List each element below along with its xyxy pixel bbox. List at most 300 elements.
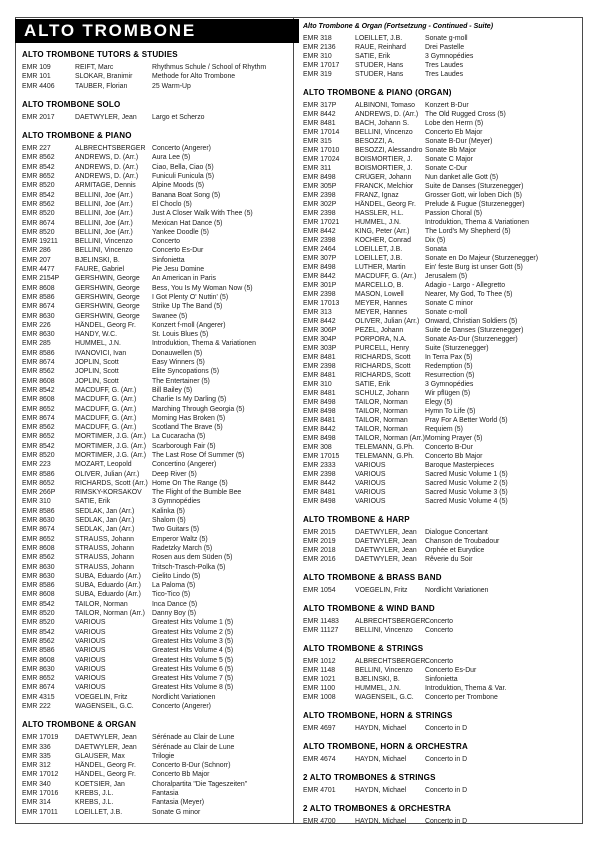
emr-number: EMR 2018 — [303, 547, 336, 554]
composer: RICHARDS, Scott — [355, 372, 411, 379]
emr-number: EMR 311 — [303, 165, 332, 172]
page-title-bar — [15, 19, 299, 43]
right-column — [303, 22, 579, 826]
composer: BELLINI, Vincenzo — [75, 247, 133, 255]
catalog-entry — [303, 128, 579, 137]
catalog-entry — [22, 761, 290, 770]
emr-number: EMR 8481 — [303, 417, 336, 424]
emr-number: EMR 313 — [303, 309, 332, 316]
composer: FAURE, Gabriel — [75, 266, 125, 274]
catalog-entry — [22, 228, 290, 237]
work-title: Tres Laudes — [425, 71, 464, 78]
emr-number: EMR 8652 — [22, 535, 55, 543]
emr-number: EMR 4406 — [22, 82, 55, 90]
catalog-entry — [22, 479, 290, 488]
composer: MOZART, Leopold — [75, 461, 132, 469]
section-header: 2 ALTO TROMBONES & ORCHESTRA — [303, 804, 452, 813]
composer: LOEILLET, J.B. — [355, 35, 403, 42]
composer: ARMITAGE, Dennis — [75, 182, 136, 190]
work-title: Dialogue Concertant — [425, 529, 488, 536]
emr-number: EMR 8630 — [22, 665, 55, 673]
composer: MACDUFF, G. (Arr.) — [75, 386, 137, 394]
work-title: Concerto (Angerer) — [152, 703, 211, 710]
emr-number: EMR 8542 — [22, 386, 55, 394]
work-title: Greatest Hits Volume 6 (5) — [152, 665, 234, 673]
entry-list — [303, 528, 579, 564]
composer: ANDREWS, D. (Arr.) — [355, 111, 419, 118]
work-title: Shalom (5) — [152, 517, 186, 525]
work-title: Kalinka (5) — [152, 507, 185, 515]
work-title: Hymn To Life (5) — [425, 408, 476, 415]
catalog-entry — [303, 528, 579, 537]
work-title: Sacred Music Volume 1 (5) — [425, 471, 508, 478]
emr-number: EMR 4674 — [303, 756, 336, 763]
composer: HAYDN, Michael — [355, 818, 407, 825]
composer: VARIOUS — [75, 647, 106, 655]
emr-number: EMR 2464 — [303, 246, 336, 253]
composer: BELLINI, Joe (Arr.) — [75, 191, 133, 199]
catalog-entry — [303, 488, 579, 497]
catalog-entry — [22, 656, 290, 665]
composer: HAYDN, Michael — [355, 725, 407, 732]
composer: REIFT, Marc — [75, 64, 114, 71]
work-title: Suite de Danses (Sturzenegger) — [425, 327, 524, 334]
section-organ-continued — [303, 22, 579, 79]
composer: RAUE, Reinhard — [355, 44, 406, 51]
composer: DAETWYLER, Jean — [75, 743, 137, 751]
emr-number: EMR 8542 — [22, 163, 55, 171]
composer: LUTHER, Martin — [355, 264, 406, 271]
catalog-entry — [303, 137, 579, 146]
catalog-entry — [22, 82, 290, 91]
composer: MORTIMER, J.G. (Arr.) — [75, 433, 147, 441]
entry-list — [303, 101, 579, 506]
emr-number: EMR 8520 — [22, 451, 55, 459]
work-title: Bill Bailey (5) — [152, 386, 193, 394]
work-title: Sacred Music Volume 4 (5) — [425, 498, 508, 505]
catalog-entry — [303, 416, 579, 425]
emr-number: EMR 318 — [303, 35, 332, 42]
catalog-entry — [303, 326, 579, 335]
section-header: ALTO TROMBONE & BRASS BAND — [303, 573, 442, 582]
emr-number: EMR 2017 — [22, 113, 55, 121]
emr-number: EMR 8498 — [303, 408, 336, 415]
composer: MACDUFF, G. (Arr.) — [75, 414, 137, 422]
emr-number: EMR 1008 — [303, 694, 336, 701]
composer: BELLINI, Joe (Arr.) — [75, 228, 133, 236]
work-title: Charlie Is My Darling (5) — [152, 396, 227, 404]
work-title: 3 Gymnopédies — [425, 381, 474, 388]
composer: OLIVER, Julian (Arr.) — [355, 318, 420, 325]
emr-number: EMR 8520 — [22, 619, 55, 627]
composer: MASON, Lowell — [355, 291, 404, 298]
catalog-entry — [303, 335, 579, 344]
emr-number: EMR 8542 — [22, 628, 55, 636]
catalog-entry — [22, 733, 290, 742]
composer: BELLINI, Vincenzo — [355, 627, 413, 634]
work-title: Wir pflügen (5) — [425, 390, 471, 397]
work-title: Aura Lee (5) — [152, 154, 191, 162]
catalog-entry — [303, 52, 579, 61]
catalog-entry — [22, 525, 290, 534]
work-title: Greatest Hits Volume 8 (5) — [152, 684, 234, 692]
work-title: Concerto — [425, 618, 453, 625]
catalog-entry — [22, 743, 290, 752]
work-title: Choralpartita "Die Tageszeiten" — [152, 780, 248, 788]
emr-number: EMR 8608 — [22, 284, 55, 292]
catalog-entry — [22, 181, 290, 190]
work-title: Nun danket alle Gott (5) — [425, 174, 499, 181]
composer: HANDY, W.C. — [75, 331, 117, 339]
emr-number: EMR 1100 — [303, 685, 336, 692]
work-title: Donauwellen (5) — [152, 349, 203, 357]
catalog-entry — [303, 434, 579, 443]
work-title: Concerto in D — [425, 725, 468, 732]
work-title: Methode for Alto Trombone — [152, 73, 236, 81]
section-tutors-studies — [22, 50, 290, 91]
catalog-entry — [303, 407, 579, 416]
composer: WAGENSEIL, G.C. — [355, 694, 414, 701]
catalog-entry — [303, 317, 579, 326]
work-title: Concerto — [425, 627, 453, 634]
catalog-entry — [22, 209, 290, 218]
catalog-entry — [303, 380, 579, 389]
work-title: Konzert f-moll (Angerer) — [152, 321, 226, 329]
composer: ANDREWS, D. (Arr.) — [75, 154, 139, 162]
catalog-entry — [22, 637, 290, 646]
section-header: ALTO TROMBONE & HARP — [303, 515, 410, 524]
emr-number: EMR 8674 — [22, 414, 55, 422]
work-title: Largo et Scherzo — [152, 113, 205, 121]
catalog-entry — [303, 452, 579, 461]
work-title: Sonate g-moll — [425, 35, 468, 42]
composer: MACDUFF, G. (Arr.) — [75, 424, 137, 432]
emr-number: EMR 8442 — [303, 111, 336, 118]
catalog-entry — [303, 461, 579, 470]
work-title: St. Louis Blues (5) — [152, 331, 209, 339]
emr-number: EMR 335 — [22, 752, 51, 760]
work-title: Danny Boy (5) — [152, 610, 197, 618]
catalog-entry — [22, 200, 290, 209]
section-piano — [22, 131, 290, 711]
work-title: Resurrection (5) — [425, 372, 475, 379]
catalog-entry — [22, 600, 290, 609]
work-title: Tico-Tico (5) — [152, 591, 191, 599]
emr-number: EMR 310 — [303, 53, 332, 60]
catalog-entry — [303, 70, 579, 79]
work-title: Marching Through Georgia (5) — [152, 405, 245, 413]
composer: VARIOUS — [355, 489, 386, 496]
entry-list — [303, 34, 579, 79]
emr-number: EMR 8674 — [22, 219, 55, 227]
catalog-entry — [22, 219, 290, 228]
emr-number: EMR 302P — [303, 201, 337, 208]
emr-number: EMR 222 — [22, 703, 51, 710]
catalog-entry — [22, 563, 290, 572]
emr-number: EMR 226 — [22, 321, 51, 329]
composer: SATIE, Erik — [75, 498, 111, 506]
catalog-entry — [22, 507, 290, 516]
emr-number: EMR 8630 — [22, 572, 55, 580]
work-title: Greatest Hits Volume 7 (5) — [152, 675, 234, 683]
catalog-entry — [22, 237, 290, 246]
emr-number: EMR 8442 — [303, 480, 336, 487]
catalog-entry — [22, 693, 290, 702]
catalog-entry — [22, 590, 290, 599]
composer: PEZEL, Johann — [355, 327, 404, 334]
left-column — [22, 50, 290, 817]
section-piano-organ — [303, 88, 579, 506]
section-header: ALTO TROMBONE & PIANO (ORGAN) — [303, 88, 452, 97]
catalog-entry — [303, 290, 579, 299]
work-title: The Flight of the Bumble Bee — [152, 489, 242, 497]
emr-number: EMR 8481 — [303, 120, 336, 127]
work-title: The Lord's My Shepherd (5) — [425, 228, 511, 235]
work-title: Redemption (5) — [425, 363, 473, 370]
composer: HAYDN, Michael — [355, 756, 407, 763]
composer: MORTIMER, J.G. (Arr.) — [75, 442, 147, 450]
section-horn-strings — [303, 711, 579, 733]
emr-number: EMR 1012 — [303, 658, 336, 665]
composer: SCHULZ, Johann — [355, 390, 410, 397]
composer: TELEMANN, G.Ph. — [355, 453, 414, 460]
work-title: Nearer, My God, To Thee (5) — [425, 291, 513, 298]
emr-number: EMR 17021 — [303, 219, 340, 226]
composer: HAYDN, Michael — [355, 787, 407, 794]
catalog-entry — [303, 693, 579, 702]
emr-number: EMR 8481 — [303, 390, 336, 397]
work-title: Rhythmus Schule / School of Rhythm — [152, 64, 267, 71]
work-title: 25 Warm-Up — [152, 82, 191, 90]
composer: SLOKAR, Branimir — [75, 73, 133, 81]
work-title: An American in Paris — [152, 275, 216, 283]
emr-number: EMR 17024 — [303, 156, 340, 163]
emr-number: EMR 8562 — [22, 637, 55, 645]
emr-number: EMR 8498 — [303, 174, 336, 181]
emr-number: EMR 8608 — [22, 591, 55, 599]
work-title: Swanee (5) — [152, 312, 188, 320]
catalog-entry — [22, 358, 290, 367]
section-2trombones-orchestra — [303, 804, 579, 826]
composer: VARIOUS — [355, 498, 386, 505]
work-title: Rêverie du Soir — [425, 556, 473, 563]
emr-number: EMR 8674 — [22, 684, 55, 692]
catalog-entry — [303, 371, 579, 380]
catalog-entry — [22, 646, 290, 655]
catalog-entry — [22, 789, 290, 798]
emr-number: EMR 2019 — [303, 538, 336, 545]
catalog-entry — [303, 110, 579, 119]
catalog-entry — [22, 665, 290, 674]
catalog-entry — [22, 386, 290, 395]
catalog-entry — [22, 246, 290, 255]
composer: BESOZZI, Alessandro — [355, 147, 423, 154]
work-title: Elite Syncopations (5) — [152, 368, 220, 376]
composer: BJELINSKI, B. — [355, 676, 400, 683]
emr-number: EMR 8608 — [22, 656, 55, 664]
emr-number: EMR 8562 — [22, 368, 55, 376]
catalog-entry — [22, 442, 290, 451]
catalog-entry — [22, 572, 290, 581]
work-title: Nordlicht Variationen — [425, 587, 489, 594]
composer: VOEGELIN, Fritz — [355, 587, 408, 594]
composer: HÄNDEL, Georg Fr. — [75, 762, 136, 770]
composer: BELLINI, Joe (Arr.) — [75, 200, 133, 208]
work-title: Concerto Es-Dur — [152, 247, 204, 255]
work-title: Baroque Masterpieces — [425, 462, 494, 469]
emr-number: EMR 312 — [22, 762, 51, 770]
composer: JOPLIN, Scott — [75, 368, 119, 376]
column-divider — [293, 17, 294, 824]
emr-number: EMR 8481 — [303, 354, 336, 361]
work-title: Concerto in D — [425, 787, 468, 794]
composer: HUMMEL, J.N. — [355, 685, 401, 692]
emr-number: EMR 8562 — [22, 200, 55, 208]
emr-number: EMR 317P — [303, 102, 337, 109]
emr-number: EMR 8652 — [22, 479, 55, 487]
catalog-entry — [22, 339, 290, 348]
entry-list — [303, 786, 579, 795]
composer: KOETSIER, Jan — [75, 780, 125, 788]
section-header: ALTO TROMBONE & PIANO — [22, 131, 132, 141]
composer: SATIE, Erik — [355, 381, 391, 388]
catalog-entry — [303, 182, 579, 191]
emr-number: EMR 8520 — [22, 228, 55, 236]
catalog-entry — [22, 451, 290, 460]
catalog-entry — [303, 254, 579, 263]
composer: SEDLAK, Jan (Arr.) — [75, 507, 135, 515]
emr-number: EMR 11483 — [303, 618, 339, 625]
composer: MEYER, Hannes — [355, 300, 408, 307]
emr-number: EMR 336 — [22, 743, 51, 751]
composer: KOCHER, Conrad — [355, 237, 411, 244]
work-title: Onward, Christian Soldiers (5) — [425, 318, 518, 325]
emr-number: EMR 301P — [303, 282, 337, 289]
emr-number: EMR 2016 — [303, 556, 336, 563]
work-title: Introduktion, Thema & Variationen — [425, 219, 529, 226]
composer: PURCELL, Henry — [355, 345, 409, 352]
catalog-entry — [22, 432, 290, 441]
emr-number: EMR 4477 — [22, 266, 55, 274]
composer: LOEILLET, J.B. — [75, 808, 123, 816]
section-header: ALTO TROMBONE & STRINGS — [303, 644, 424, 653]
emr-number: EMR 17015 — [303, 453, 340, 460]
work-title: Alpine Moods (5) — [152, 182, 205, 190]
catalog-entry — [303, 617, 579, 626]
work-title: Greatest Hits Volume 1 (5) — [152, 619, 234, 627]
emr-number: EMR 8481 — [303, 489, 336, 496]
composer: MEYER, Hannes — [355, 309, 408, 316]
section-header: ALTO TROMBONE TUTORS & STUDIES — [22, 50, 178, 59]
catalog-entry — [22, 191, 290, 200]
emr-number: EMR 8608 — [22, 377, 55, 385]
entry-list — [303, 724, 579, 733]
composer: FRANZ, Ignaz — [355, 192, 399, 199]
section-2trombones-strings — [303, 773, 579, 795]
section-header: ALTO TROMBONE, HORN & STRINGS — [303, 711, 453, 720]
composer: VARIOUS — [75, 628, 106, 636]
work-title: Concerto B-Dur (Schnorr) — [152, 762, 231, 770]
composer: TAILOR, Norman — [355, 417, 408, 424]
catalog-entry — [303, 684, 579, 693]
composer: RICHARDS, Scott (Arr.) — [75, 479, 148, 487]
section-wind-band — [303, 604, 579, 635]
composer: SEDLAK, Jan (Arr.) — [75, 526, 135, 534]
composer: LOEILLET, J.B. — [355, 255, 403, 262]
work-title: Sonate As-Dur (Sturzenegger) — [425, 336, 518, 343]
entry-list — [303, 817, 579, 826]
composer: ALBRECHTSBERGER — [355, 618, 425, 625]
composer: VARIOUS — [75, 675, 106, 683]
catalog-entry — [22, 284, 290, 293]
work-title: Elegy (5) — [425, 399, 453, 406]
work-title: In Terra Pax (5) — [425, 354, 473, 361]
catalog-entry — [303, 497, 579, 506]
catalog-entry — [22, 63, 290, 72]
catalog-entry — [303, 272, 579, 281]
catalog-entry — [22, 702, 290, 711]
catalog-entry — [22, 321, 290, 330]
emr-number: EMR 4697 — [303, 725, 336, 732]
composer: STRAUSS, Johann — [75, 544, 134, 552]
work-title: Scotland The Brave (5) — [152, 424, 223, 432]
work-title: Trilogie — [152, 752, 175, 760]
work-title: Orphée et Eurydice — [425, 547, 485, 554]
work-title: Tres Laudes — [425, 62, 464, 69]
composer: BESOZZI, A. — [355, 138, 395, 145]
emr-number: EMR 8442 — [303, 228, 336, 235]
catalog-entry — [22, 497, 290, 506]
continuation-header: Alto Trombone & Organ (Fortsetzung - Continued - Suite) — [303, 23, 494, 30]
composer: IVANOVICI, Ivan — [75, 349, 127, 357]
work-title: Grosser Gott, wir loben Dich (5) — [425, 192, 522, 199]
composer: DAETWYLER, Jean — [355, 556, 417, 563]
composer: ALBRECHTSBERGER — [75, 145, 146, 153]
catalog-entry — [22, 377, 290, 386]
work-title: Radetzky March (5) — [152, 544, 213, 552]
section-brass-band — [303, 573, 579, 595]
section-strings — [303, 644, 579, 702]
composer: RIMSKY-KORSAKOV — [75, 489, 142, 497]
composer: HASSLER, H.L. — [355, 210, 404, 217]
emr-number: EMR 2398 — [303, 210, 336, 217]
composer: HÄNDEL, Georg Fr. — [355, 201, 416, 208]
emr-number: EMR 4701 — [303, 787, 336, 794]
work-title: Greatest Hits Volume 3 (5) — [152, 637, 234, 645]
composer: SEDLAK, Jan (Arr.) — [75, 517, 135, 525]
composer: BOISMORTIER, J. — [355, 165, 413, 172]
work-title: Nordlicht Variationen — [152, 693, 216, 701]
catalog-entry — [22, 312, 290, 321]
catalog-entry — [22, 535, 290, 544]
work-title: 3 Gymnopédies — [152, 498, 201, 506]
emr-number: EMR 8586 — [22, 507, 55, 515]
section-header: ALTO TROMBONE & WIND BAND — [303, 604, 435, 613]
work-title: Introduktion, Thema & Variationen — [152, 340, 256, 348]
work-title: Greatest Hits Volume 2 (5) — [152, 628, 234, 636]
catalog-entry — [303, 586, 579, 595]
composer: VARIOUS — [355, 471, 386, 478]
composer: ANDREWS, D. (Arr.) — [75, 173, 139, 181]
catalog-entry — [303, 724, 579, 733]
emr-number: EMR 227 — [22, 145, 51, 153]
catalog-entry — [22, 683, 290, 692]
work-title: Concerto — [425, 658, 453, 665]
composer: GERSHWIN, George — [75, 293, 140, 301]
emr-number: EMR 8586 — [22, 470, 55, 478]
catalog-entry — [303, 164, 579, 173]
emr-number: EMR 2136 — [303, 44, 336, 51]
